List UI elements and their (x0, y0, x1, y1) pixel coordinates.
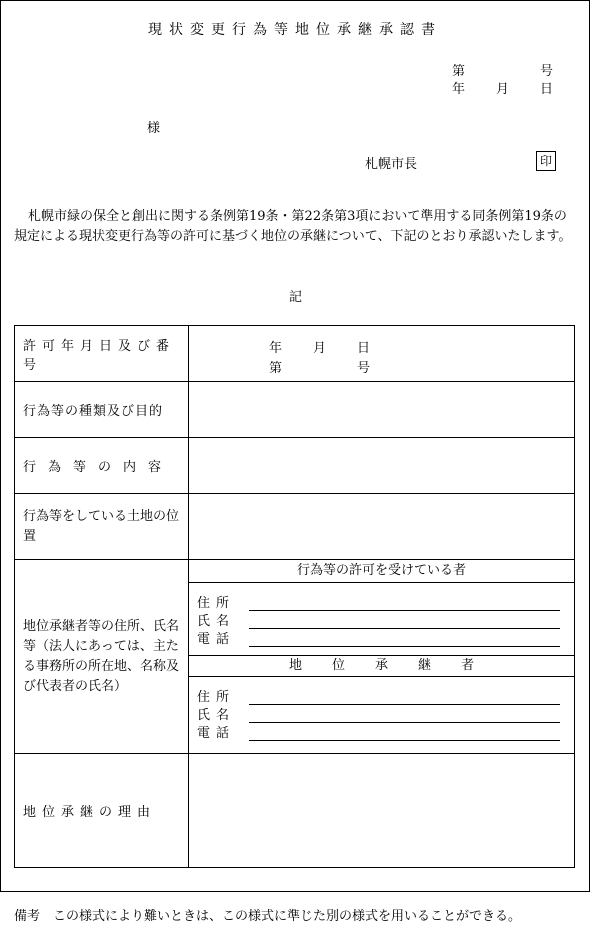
issuer: 札幌市長 (365, 157, 418, 172)
form-table (14, 325, 575, 868)
permit-holder-fields (189, 583, 574, 655)
table-row (15, 326, 575, 382)
permit-go: 号 (357, 360, 371, 376)
seal-stamp: 印 (536, 151, 556, 171)
action-type-label: 行為等の種類及び目的 (15, 382, 189, 438)
table-row (15, 494, 575, 560)
table-row (15, 382, 575, 438)
number-suffix: 号 (540, 64, 554, 79)
successor-label: 地位承継者等の住所、氏名等（法人にあっては、主たる事務所の所在地、名称及び代表者の氏名） (15, 560, 189, 754)
successor-fields (189, 677, 574, 753)
permit-date-label: 許可年月日及び番号 (15, 326, 189, 382)
land-location-cell[interactable] (189, 494, 575, 560)
body-paragraph: 札幌市緑の保全と創出に関する条例第19条・第22条第3項において準用する同条例第19条の規定による現状変更行為等の許可に基づく地位の承継について、下記のとおり承認いたします。 (14, 209, 572, 244)
date-day: 日 (540, 82, 554, 97)
permit-day: 日 (357, 340, 371, 356)
successor-header: 地位承継者 (189, 655, 574, 677)
table-row (15, 560, 575, 754)
tel-line[interactable] (249, 727, 560, 741)
action-type-cell[interactable] (189, 382, 575, 438)
land-location-label: 行為等をしている土地の位置 (15, 494, 189, 560)
permit-holder-address-row[interactable]: 住所 (189, 593, 574, 611)
permit-year: 年 (269, 340, 283, 356)
successor-cell (189, 560, 575, 754)
address-line[interactable] (249, 597, 560, 611)
document-title: 現状変更行為等地位承継承認書 (148, 22, 442, 38)
permit-holder-tel-row[interactable]: 電話 (189, 629, 574, 647)
table-row (15, 438, 575, 494)
permit-date-cell (189, 326, 575, 382)
name-line[interactable] (249, 615, 560, 629)
successor-name-row[interactable]: 氏名 (189, 705, 574, 723)
ki-heading: 記 (289, 290, 303, 305)
tel-line[interactable] (249, 633, 560, 647)
addressee: 様 (147, 121, 161, 136)
successor-address-row[interactable]: 住所 (189, 687, 574, 705)
address-line[interactable] (249, 691, 560, 705)
successor-tel-row[interactable]: 電話 (189, 723, 574, 741)
footer-note: 備考 この様式により難いときは、この様式に準じた別の様式を用いることができる。 (14, 909, 522, 924)
number-prefix: 第 (452, 64, 466, 79)
date-month: 月 (496, 82, 510, 97)
permit-dai: 第 (269, 360, 283, 376)
action-content-cell[interactable] (189, 438, 575, 494)
name-line[interactable] (249, 709, 560, 723)
permit-holder-name-row[interactable]: 氏名 (189, 611, 574, 629)
succession-reason-label: 地位承継の理由 (15, 754, 189, 868)
permit-month: 月 (313, 340, 327, 356)
permit-holder-header: 行為等の許可を受けている者 (189, 560, 574, 583)
succession-reason-cell[interactable] (189, 754, 575, 868)
date-year: 年 (452, 82, 466, 97)
table-row (15, 754, 575, 868)
action-content-label: 行為等の内容 (15, 438, 189, 494)
